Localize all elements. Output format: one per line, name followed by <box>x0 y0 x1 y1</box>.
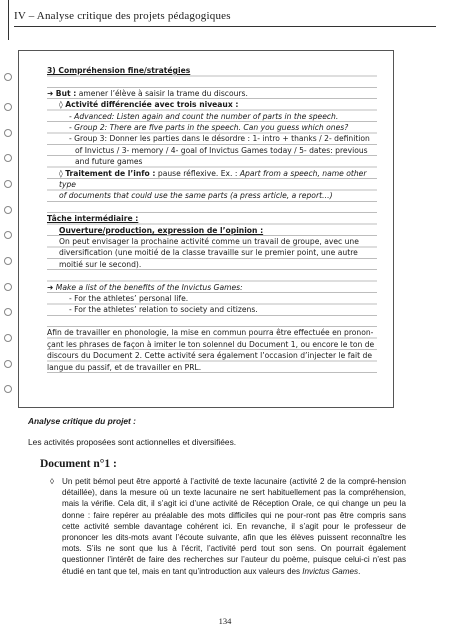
traitement-line-2: of documents that could use the same parts (a press article, a report…) <box>59 191 333 201</box>
group-3-line-3: and future games <box>75 157 143 167</box>
binder-holes <box>0 51 19 407</box>
hole-icon <box>4 206 12 214</box>
but-text: amener l’élève à saisir la trame du discours. <box>78 88 248 98</box>
header-title: IV – Analyse critique des projets pédagogiques <box>14 10 231 22</box>
hole-icon <box>4 73 12 81</box>
analysis-section <box>28 415 424 448</box>
diamond-icon: ◊ <box>59 168 63 178</box>
document-heading: Document n°1 : <box>40 458 117 470</box>
traitement-label: Traitement de l’info : <box>65 168 156 178</box>
hole-icon <box>4 180 12 188</box>
ouverture-title: Ouverture/production, expression de l’opinion : <box>59 225 264 235</box>
group-1: - Advanced: Listen again and count the number of parts in the speech. <box>69 111 339 121</box>
group-3-line-1: - Group 3: Donner les parties dans le désordre : 1- intro + thanks / 2- definition <box>69 134 370 144</box>
header-rule <box>8 0 9 40</box>
but-label: But : <box>55 88 77 98</box>
group-3-line-2: of Invictus / 3- memory / 4- goal of Invictus Games today / 5- dates: previous <box>75 145 368 155</box>
arrow-icon: ➜ <box>47 282 54 292</box>
but-line <box>47 88 377 99</box>
running-header <box>14 10 436 27</box>
section-title: 3) Compréhension fine/stratégies <box>47 66 191 75</box>
hole-icon <box>4 257 12 265</box>
afin-line-2: çant les phrases de façon à imiter le ton solennel du Document 1, ou encore le ton de <box>47 339 375 349</box>
hole-icon <box>4 129 12 137</box>
hole-icon <box>4 385 12 393</box>
hole-icon <box>4 103 12 111</box>
hole-icon <box>4 154 12 162</box>
ouverture-line-2: diversification (une moitié de la classe travaille sur le premier point, une autre <box>59 248 358 258</box>
ouverture-line-1: On peut envisager la prochaine activité comme un travail de groupe, avec une <box>59 237 359 247</box>
make-line <box>47 282 377 293</box>
traitement-line <box>47 168 377 191</box>
document-text-end: . <box>358 566 361 576</box>
notebook-box <box>18 50 394 408</box>
hole-icon <box>4 231 12 239</box>
ouverture-line-3: moitié sur le second). <box>59 259 142 269</box>
hole-icon <box>4 360 12 368</box>
afin-line-3: discours du Document 2. Cette activité sera également l’occasion d’injecter le fait de <box>47 351 373 361</box>
hole-icon <box>4 308 12 316</box>
activity-title: Activité différenciée avec trois niveaux : <box>65 100 239 110</box>
group-2: - Group 2: There are five parts in the speech. Can you guess which ones? <box>69 123 349 133</box>
document-body <box>50 476 406 577</box>
traitement-text: pause réflexive. Ex. : <box>155 168 240 178</box>
hole-icon <box>4 283 12 291</box>
hole-icon <box>4 334 12 342</box>
make-item-1: - For the athletes’ personal life. <box>69 294 189 304</box>
make-item-2: - For the athletes’ relation to society and citizens. <box>69 305 258 315</box>
afin-line-1: Afin de travailler en phonologie, la mise en commun pourra être effectuée en pronon- <box>47 328 374 338</box>
diamond-icon: ◊ <box>59 100 63 110</box>
notebook-content <box>47 65 377 373</box>
analysis-text: Les activités proposées sont actionnelles et diversifiées. <box>28 437 237 447</box>
tache-title: Tâche intermédiaire : <box>47 214 139 224</box>
analysis-title: Analyse critique du projet : <box>28 416 136 426</box>
afin-line-4: langue du passif, et de travailler en PRL. <box>47 362 202 372</box>
page-number: 134 <box>218 616 232 626</box>
document-text: Un petit bémol peut être apporté à l’activité de texte lacunaire (activité 2 de la compré-hension détaillée), dans la mesure où un texte lacunaire ne sert habituellement pas la compréhension, mais la vérifie. Cela dit, il s’agit ici d’une activité de Réception Orale, ce qui change un peu la donne : faire repérer au préalable des mots difficiles qui ne pour-ront pas être compris sans cette activité semble davantage cohérent ici. En revanche, il s’agit pour le professeur de prononcer les dits-mots avant l’écoute suivante, afin que les élèves puissent reconnaître les mots. S’ils ne sont que lus à l’écrit, l’activité perd tout son sens. On pourrait également questionner l’intérêt de faire des recherches sur l’auteur du poème, puisque celui-ci n’est pas étudié en tant que tel, mais en tant qu’introduction aux valeurs des <box>62 477 406 576</box>
document-text-italic: Invictus Games <box>302 566 359 576</box>
make-text: Make a list of the benefits of the Invictus Games: <box>55 282 243 292</box>
activity-line <box>47 99 377 110</box>
arrow-icon: ➜ <box>47 88 54 98</box>
traitement-text-italic: Apart from a speech, name other type <box>59 168 367 190</box>
diamond-icon: ◊ <box>50 477 54 486</box>
